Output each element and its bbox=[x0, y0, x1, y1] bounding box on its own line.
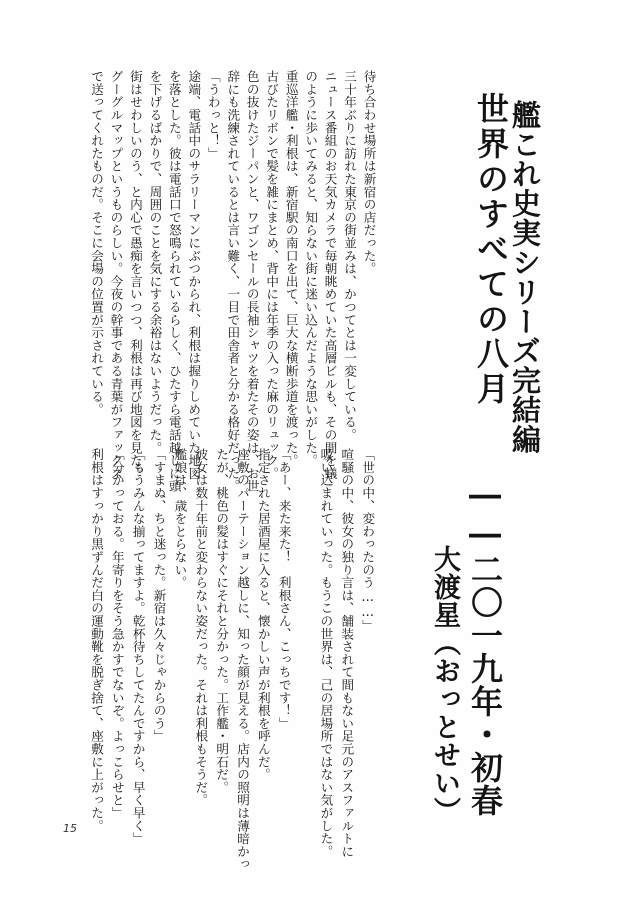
text-line: 「うわっと！」 bbox=[205, 70, 221, 160]
text-line: たが、桃色の髪はすぐにそれと分かった。工作艦・明石だ。 bbox=[214, 448, 230, 794]
author-name: 大渡星（おっとせい） bbox=[429, 545, 460, 825]
text-line: 彼女は数十年前と変わらない姿だった。それは利根もそうだ。 bbox=[193, 448, 209, 807]
text-line: 重巡洋艦・利根は、新宿駅の南口を出て、巨大な横断歩道を渡った。 bbox=[283, 70, 299, 467]
text-line: ニュース番組のお天気カメラで毎朝眺めていた高層ビルも、その間を蟻 bbox=[322, 70, 338, 480]
text-line: 艦娘は、歳をとらない。 bbox=[172, 448, 188, 589]
text-line: 古びたリボンで髪を雑にまとめ、背中には年季の入った麻のリュック。 bbox=[264, 70, 280, 480]
text-line: 三十年ぶりに訪れた東京の街並みは、かつてとは一変している。 bbox=[342, 70, 358, 442]
text-line: 「世の中、変わったのう……」 bbox=[360, 448, 376, 632]
text-line: 「もうみんな揃ってますよ。乾杯待ちしてたんですから、早く早く」 bbox=[130, 448, 146, 845]
text-line: のように歩いてみると、知らない街に迷い込んだような思いがした。 bbox=[303, 70, 319, 467]
text-line: 途端、電話中のサラリーマンにぶつかられ、利根は握りしめていた地図 bbox=[186, 70, 202, 480]
text-line: 色の抜けたジーパンと、ワゴンセールの長袖シャツを着たその姿は、お世 bbox=[244, 70, 260, 493]
text-line: 喧騒の中、彼女の独り言は、舗装されて間もない足元のアスファルトに bbox=[339, 448, 355, 858]
text-line: 「あー、来た来た！ 利根さん、こっちです！」 bbox=[276, 448, 292, 730]
text-line: 吸い込まれていった。もうこの世界は、己の居場所ではない気がした。 bbox=[318, 448, 334, 858]
text-line: 座敷のパーテーション越しに、知った顔が見える。店内の照明は薄暗かっ bbox=[235, 448, 250, 871]
text-line: で送ってくれたものだ。そこに会場の位置が示されている。 bbox=[89, 70, 104, 416]
text-line: 指定された居酒屋に入ると、懐かしい声が利根を呼んだ。 bbox=[255, 448, 271, 781]
page-number: 15 bbox=[63, 822, 77, 835]
body-text-lower bbox=[88, 448, 380, 871]
text-line: 辞にも洗練されているとは言い難く、一目で田舎者と分かる格好だった。 bbox=[225, 70, 241, 493]
series-title: 艦これ史実シリーズ完結編 bbox=[508, 100, 542, 454]
text-line: 待ち合わせ場所は新宿の店だった。 bbox=[361, 70, 377, 275]
body-text-upper bbox=[88, 70, 380, 493]
main-title: 世界のすべての八月 bbox=[472, 92, 510, 407]
text-line: 利根はすっかり黒ずんだ白の運動靴を脱ぎ捨て、座敷に上がった。 bbox=[89, 448, 104, 832]
text-line: を下げるばかりで、周囲のことを気にする余裕はないようだった。 bbox=[147, 70, 163, 454]
text-line: を落とした。彼は電話口で怒鳴られているらしく、ひたすら電話越しに頭 bbox=[166, 70, 182, 493]
sub-title: ――二〇一九年・初春 bbox=[466, 475, 504, 817]
text-line: 「分かっておる。年寄りをそう急かすでないぞ。よっこらせと」 bbox=[109, 448, 125, 820]
text-line: 「すまぬ、ちと迷った。新宿は久々じゃからのう」 bbox=[151, 448, 167, 743]
text-line: 街はせわしいのう、と内心で愚痴を言いつつ、利根は再び地図を見た。 bbox=[127, 70, 143, 480]
text-line: グーグルマップというものらしい。今夜の幹事である青葉がファックス bbox=[108, 70, 124, 480]
